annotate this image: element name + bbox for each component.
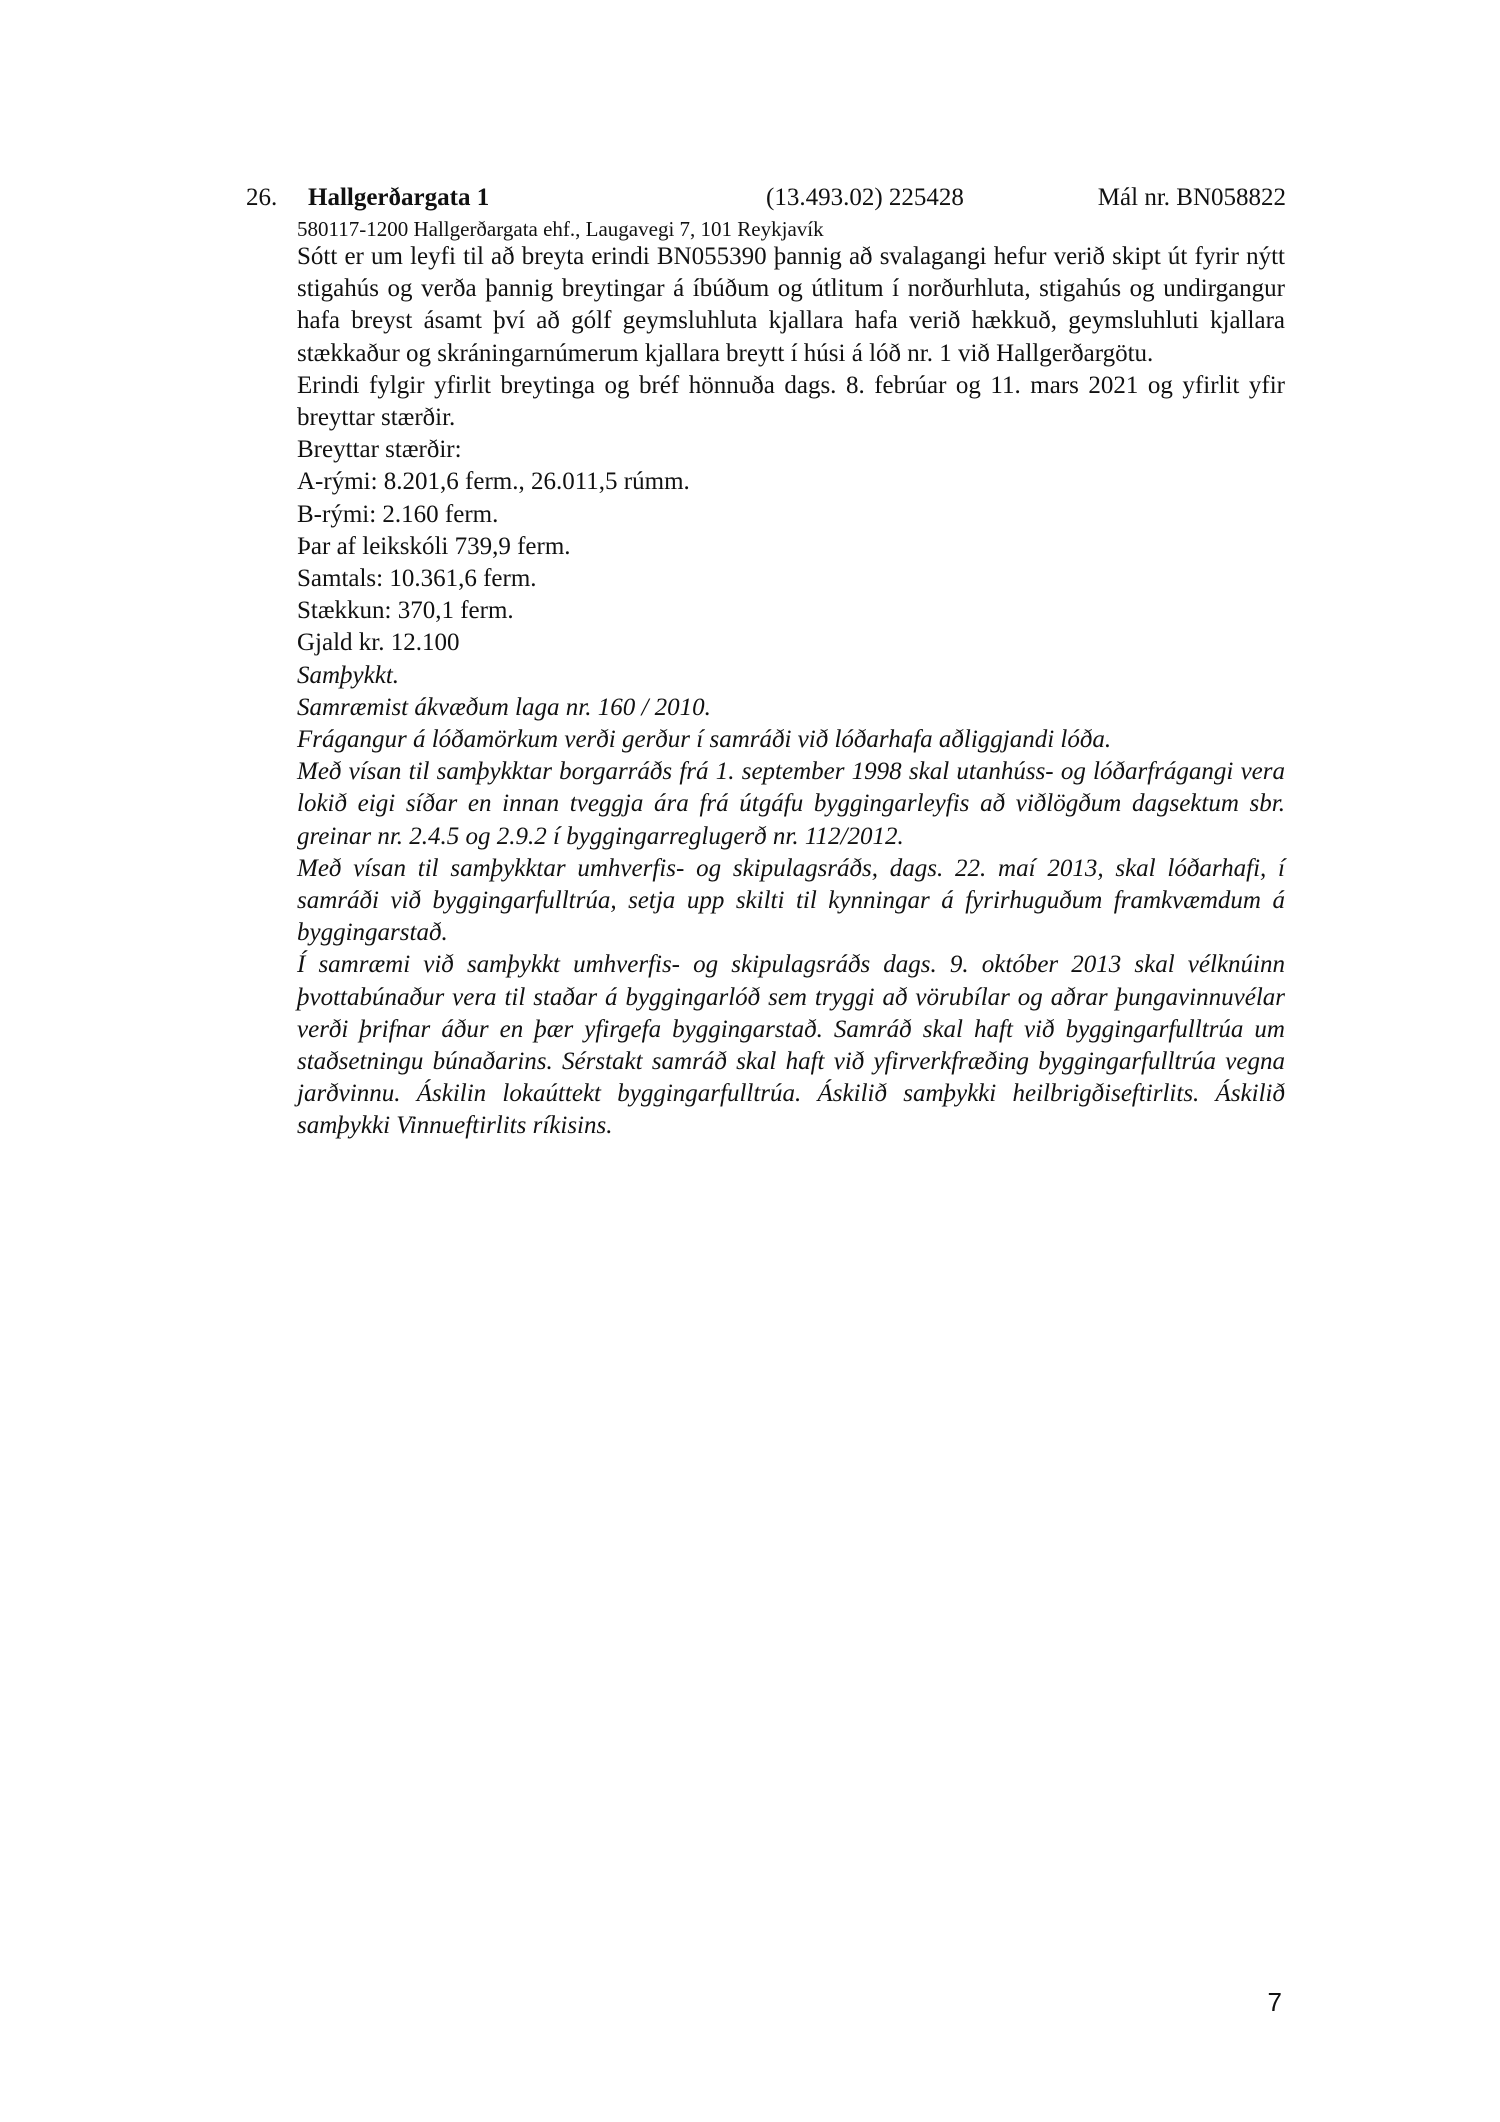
decision-condition: Frágangur á lóðamörkum verði gerður í samráði við lóðarhafa aðliggjandi lóða. <box>297 726 1112 754</box>
case-number: Mál nr. BN058822 <box>1097 184 1286 211</box>
case-body <box>297 241 1285 1143</box>
description-paragraph: Erindi fylgir yfirlit breytinga og bréf hönnuða dags. 8. febrúar og 11. mars 2021 og yfirlit yfir breyttar stærðir. <box>297 371 1285 432</box>
size-line: B-rými: 2.160 ferm. <box>297 500 499 528</box>
sizes-heading: Breyttar stærðir: <box>297 436 462 464</box>
size-line: A-rými: 8.201,6 ferm., 26.011,5 rúmm. <box>297 468 690 496</box>
size-line: Samtals: 10.361,6 ferm. <box>297 565 537 593</box>
description-paragraph: Sótt er um leyfi til að breyta erindi BN055390 þannig að svalagangi hefur verið skipt út fyrir nýtt stigahús og verða þannig breytingar á íbúðum og útlitum í norðurhluta, stigahús og undirgangur hafa breyst ásamt því að gólf geymsluhluta kjallara hafa verið hækkuð, geymsluhluti kjallara stækkaður og skráningarnúmerum kjallara breytt í húsi á lóð nr. 1 við Hallgerðargötu. <box>297 243 1285 367</box>
size-line: Stækkun: 370,1 ferm. <box>297 597 514 625</box>
fee-line: Gjald kr. 12.100 <box>297 629 460 657</box>
size-line: Þar af leikskóli 739,9 ferm. <box>297 532 571 560</box>
item-title: Hallgerðargata 1 <box>308 184 490 211</box>
decision-condition: Með vísan til samþykktar umhverfis- og skipulagsráðs, dags. 22. maí 2013, skal lóðarhafi, í samráði við byggingarfulltrúa, setja upp skilti til kynningar á fyrirhuguðum framkvæmdum á byggingarstað. <box>297 854 1285 947</box>
item-reference: (13.493.02) 225428 <box>766 184 964 211</box>
applicant-line: 580117-1200 Hallgerðargata ehf., Laugavegi 7, 101 Reykjavík <box>297 217 824 241</box>
page-number: 7 <box>1267 1987 1282 2017</box>
decision-condition: Í samræmi við samþykkt umhverfis- og skipulagsráðs dags. 9. október 2013 skal vélknúinn þvottabúnaður vera til staðar á byggingarlóð sem tryggi að vörubílar og aðrar þungavinnuvélar verði þrifnar áður en þær yfirgefa byggingarstað. Samráð skal haft við byggingarfulltrúa um staðsetningu búnaðarins. Sérstakt samráð skal haft við yfirverkfræðing byggingarfulltrúa vegna jarðvinnu. Áskilin lokaúttekt byggingarfulltrúa. Áskilið samþykki heilbrigðiseftirlits. Áskilið samþykki Vinnueftirlits ríkisins. <box>297 951 1285 1140</box>
decision-condition: Með vísan til samþykktar borgarráðs frá 1. september 1998 skal utanhúss- og lóðarfrágangi vera lokið eigi síðar en innan tveggja ára frá útgáfu byggingarleyfis að viðlögðum dagsektum sbr. greinar nr. 2.4.5 og 2.9.2 í byggingarreglugerð nr. 112/2012. <box>297 758 1285 850</box>
item-header <box>246 181 1286 215</box>
decision-status: Samþykkt. <box>297 661 400 689</box>
item-number: 26. <box>246 184 278 211</box>
decision-condition: Samræmist ákvæðum laga nr. 160 / 2010. <box>297 693 711 721</box>
